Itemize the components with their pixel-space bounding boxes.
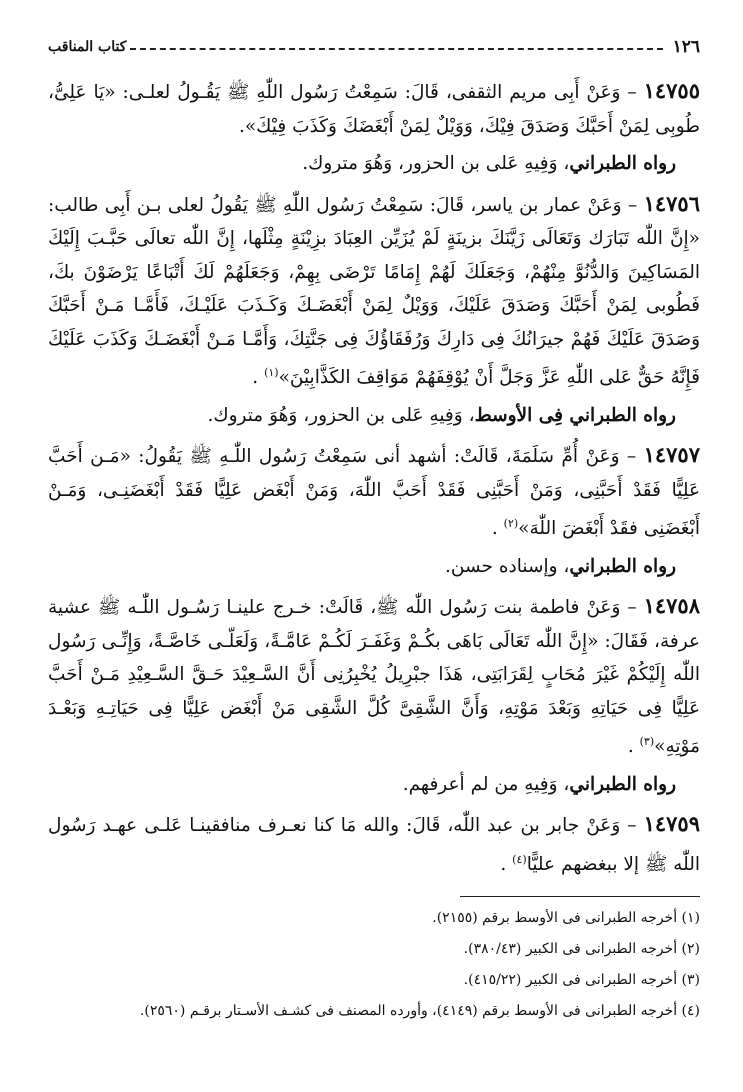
running-header xyxy=(48,34,700,60)
hadith-body: – وَعَنْ جابر بن عبد اللّٰه، قَالَ: والله مَا كنا نعـرف منافقينـا عَلـى عهـد رَسُول اللّٰه ﷺ إلا ببغضهم عليًّا xyxy=(48,815,700,876)
hadith-body: – وَعَنْ أَبِى مريم الثقفى، قَالَ: سَمِعْتُ رَسُول اللّٰهِ ﷺ يَقُـولُ لعلـى: «يَا عَلِىُّ، طُوبِى لِمَنْ أَحَبَّكَ وَصَدَقَ فِيْكَ، وَوَيْلٌ لِمَنْ أَبْغَضَكَ وَكَذَبَ فِيْكَ». xyxy=(48,82,700,137)
hadith-number: ١٤٧٥٨ xyxy=(643,593,700,619)
hadith-entry xyxy=(48,589,700,801)
hadith-end: . xyxy=(491,518,504,540)
book-title: كتاب المناقب xyxy=(48,39,127,55)
hadith-end: . xyxy=(627,736,640,758)
hadith-grading xyxy=(48,768,700,802)
footnote: (٣) أخرجه الطبرانى فى الكبير (٤١٥/٢٢). xyxy=(463,971,700,988)
hadith-text xyxy=(48,438,700,546)
hadith-grading xyxy=(48,147,700,181)
book-page xyxy=(48,34,700,1027)
page-body xyxy=(48,74,700,882)
hadith-number: ١٤٧٥٦ xyxy=(643,190,700,216)
hadith-entry xyxy=(48,74,700,181)
grading-text: ، وَفِيهِ عَلى بن الحزور، وَهُوَ متروك. xyxy=(302,153,570,174)
hadith-text xyxy=(48,807,700,881)
source-label: رواه الطبراني xyxy=(569,555,676,577)
footnote: (٤) أخرجه الطبرانى فى الأوسط برقم (٤١٤٩)، وأورده المصنف فى كشـف الأسـتار برقـم (٢٥٦٠). xyxy=(139,1002,700,1019)
hadith-body: – وَعَنْ أُمِّ سَلَمَةَ، قَالَتْ: أشهد أنى سَمِعْتُ رَسُول اللّٰـهِ ﷺ يَقُولُ: «مَـن أَحَبَّ عَلِيًّا فَقَدْ أَحَبَّنِى، وَمَنْ أَحَبَّنِى فَقَدْ أَحَبَّ اللّٰهَ، وَمَنْ أَبْغَض عَلِيًّا فَقَدْ أَبْغَضَنِـى، وَمَـنْ أَبْغَضَنِى فقَدْ أَبْغَضَ اللّٰهَ» xyxy=(48,446,700,540)
hadith-grading xyxy=(48,399,700,433)
hadith-entry xyxy=(48,807,700,881)
hadith-entry xyxy=(48,438,700,583)
footnote-ref[interactable]: (٤) xyxy=(512,852,527,866)
footnote-ref[interactable]: (٢) xyxy=(503,517,519,531)
footnote: (٢) أخرجه الطبرانى فى الكبير (٣٨٠/٤٣). xyxy=(463,940,700,957)
hadith-entry xyxy=(48,187,700,433)
grading-text: ، وَفِيهِ من لم أعرفهم. xyxy=(402,773,570,795)
header-dashed-rule xyxy=(130,48,662,50)
hadith-grading xyxy=(48,550,700,584)
footnote: (١) أخرجه الطبرانى فى الأوسط برقم (٢١٥٥). xyxy=(432,909,700,926)
hadith-body: – وَعَنْ فاطمة بنت رَسُول اللّٰه ﷺ، قَالَتْ: خـرج علينـا رَسُـول اللّٰـه ﷺ عشية عرفة، فَقَالَ: «إِنَّ اللّٰه تَعَالَى بَاهَى بكُـمْ وَغَفَـرَ لَكُـمْ عَامَّـةً، وَلَعَلّـى خَاصَّـةً، وَإِنِّـى رَسُول اللّٰه إِلَيْكُمْ غَيْرَ مُحَابٍ لِقَرَابَتِى، هَذَا جبْرِيلُ يُخْبِرُنِى أَنَّ السَّـعِيْدَ حَـقَّ السَّـعِيْدِ مَـنْ أَحَبَّ عَلِيًّا فِى حَيَاتِهِ وَبَعْدَ مَوْتِهِ، وَأَنَّ الشَّقِىَّ كُلَّ الشَّقِى مَنْ أَبْغَض عَلِيًّا فِى حَيَاتِـهِ وَبَعْـدَ مَوْتِهِ» xyxy=(48,597,700,758)
grading-text: ، وَفِيهِ عَلى بن الحزور، وَهُوَ متروك. xyxy=(207,404,475,426)
hadith-text xyxy=(48,187,700,395)
hadith-number: ١٤٧٥٧ xyxy=(643,442,700,468)
hadith-number: ١٤٧٥٩ xyxy=(643,811,700,837)
hadith-text xyxy=(48,589,700,764)
footnotes xyxy=(48,903,700,1027)
grading-text: ، وإسناده حسن. xyxy=(445,555,570,577)
hadith-end: . xyxy=(252,367,265,389)
hadith-number: ١٤٧٥٥ xyxy=(643,78,700,103)
page-number: ١٢٦ xyxy=(672,37,700,57)
hadith-text xyxy=(48,74,700,143)
hadith-end: . xyxy=(500,854,513,876)
source-label: رواه الطبراني xyxy=(569,773,676,795)
footnote-ref[interactable]: (٣) xyxy=(639,735,655,749)
source-label: رواه الطبراني فِى الأوسط xyxy=(474,404,676,426)
footnote-ref[interactable]: (١) xyxy=(264,366,279,379)
hadith-body: – وَعَنْ عمار بن ياسر، قَالَ: سَمِعْتُ رَسُول اللّٰهِ ﷺ يَقُولُ لعلى بـن أَبِى طالب: «إِنَّ اللّٰه تَبَارَك وَتَعَالَى زَيَّنَكَ بزينَةٍ لَمْ يُزَيِّن العِبَادَ بزِيْنَةٍ مِثْلَها، إِنَّ اللّٰه تعالَى حَبَّـبَ إِلَيْكَ المَسَاكِينَ وَالدُّنُوَّ مِنْهُمْ، وَجَعَلَكَ لَهُمْ إِمَامًا تَرْضَى بِهِمْ، وَجَعَلَهُمْ لَكَ أَتْبَاعًا يَرْضَوْنَ بكَ، فَطُوبى لِمَنْ أَحَبَّكَ وَصَدَقَ عَلَيْكَ، وَوَيْلٌ لِمَنْ أَبْغَضَـكَ وَكَـذَبَ عَلَيْـكَ، فَأَمَّـا مَـنْ أَحَبَّكَ وَصَدَقَ عَلَيْكَ فَهُمْ جيرَانُكَ فِى دَارِكَ وَرُفَقَاؤُكَ فِى جَنَّتِكَ، وَأَمَّـا مَـنْ أَبْغَضَـكَ وَكَذَبَ عَلَيْكَ فَإِنَّهُ حَقٌّ عَلى اللّٰهِ عَزَّ وَجَلَّ أَنْ يُوْقِفَهُمْ مَوَاقِفَ الكَذَّابِيْنَ» xyxy=(48,194,700,389)
source-label: رواه الطبراني xyxy=(569,153,676,174)
footnote-separator xyxy=(460,896,700,897)
